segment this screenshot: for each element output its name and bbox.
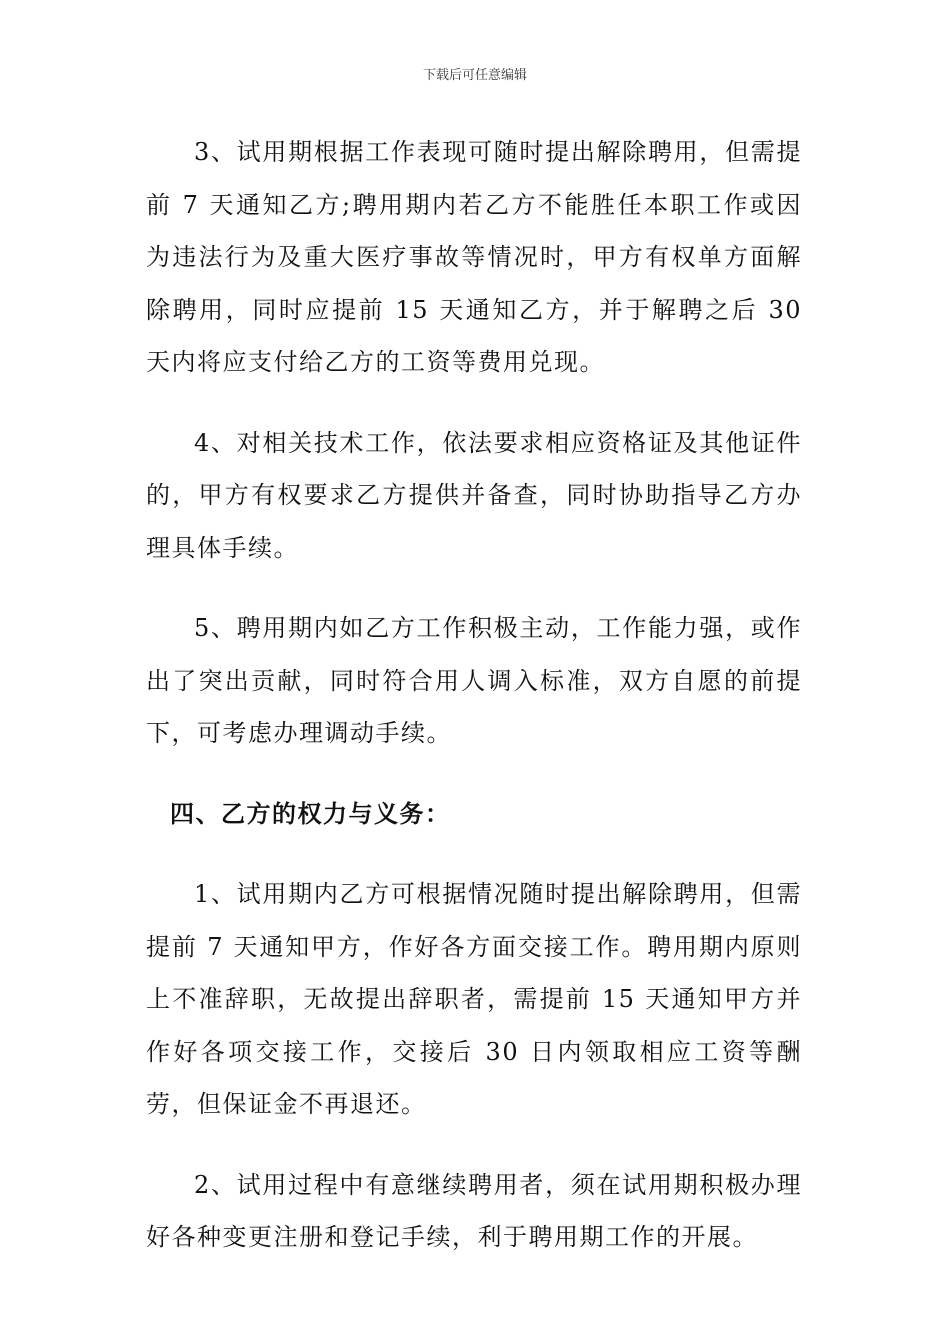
party-b-clause-2-paragraph: 2、试用过程中有意继续聘用者，须在试用期积极办理好各种变更注册和登记手续，利于聘用期工作的开展。 (146, 1170, 802, 1251)
clause-3-paragraph: 3、试用期根据工作表现可随时提出解除聘用，但需提前 7 天通知乙方;聘用期内若乙方不能胜任本职工作或因为违法行为及重大医疗事故等情况时，甲方有权单方面解除聘用，同时应提前 15 天通知乙方，并于解聘之后 30 天内将应支付给乙方的工资等费用兑现。 (146, 138, 802, 376)
page-header-note: 下载后可任意编辑 (422, 68, 527, 83)
paragraph-spacer (146, 574, 802, 602)
section-heading-party-b-rights: 四、乙方的权力与义务： (170, 799, 451, 828)
paragraph-spacer (146, 1131, 802, 1159)
document-body (146, 126, 802, 1264)
paragraph-spacer (146, 389, 802, 417)
party-b-clause-1-paragraph: 1、试用期内乙方可根据情况随时提出解除聘用，但需提前 7 天通知甲方，作好各方面交接工作。聘用期内原则上不准辞职，无故提出辞职者，需提前 15 天通知甲方并作好各项交接工作，交接后 30 日内领取相应工资等酬劳，但保证金不再退还。 (146, 880, 802, 1118)
clause-5-paragraph: 5、聘用期内如乙方工作积极主动，工作能力强，或作出了突出贡献，同时符合用人调入标准，双方自愿的前提下，可考虑办理调动手续。 (146, 614, 802, 747)
clause-4-paragraph: 4、对相关技术工作，依法要求相应资格证及其他证件的，甲方有权要求乙方提供并备查，同时协助指导乙方办理具体手续。 (146, 428, 802, 562)
paragraph-spacer (146, 760, 802, 788)
paragraph-spacer (146, 840, 802, 868)
